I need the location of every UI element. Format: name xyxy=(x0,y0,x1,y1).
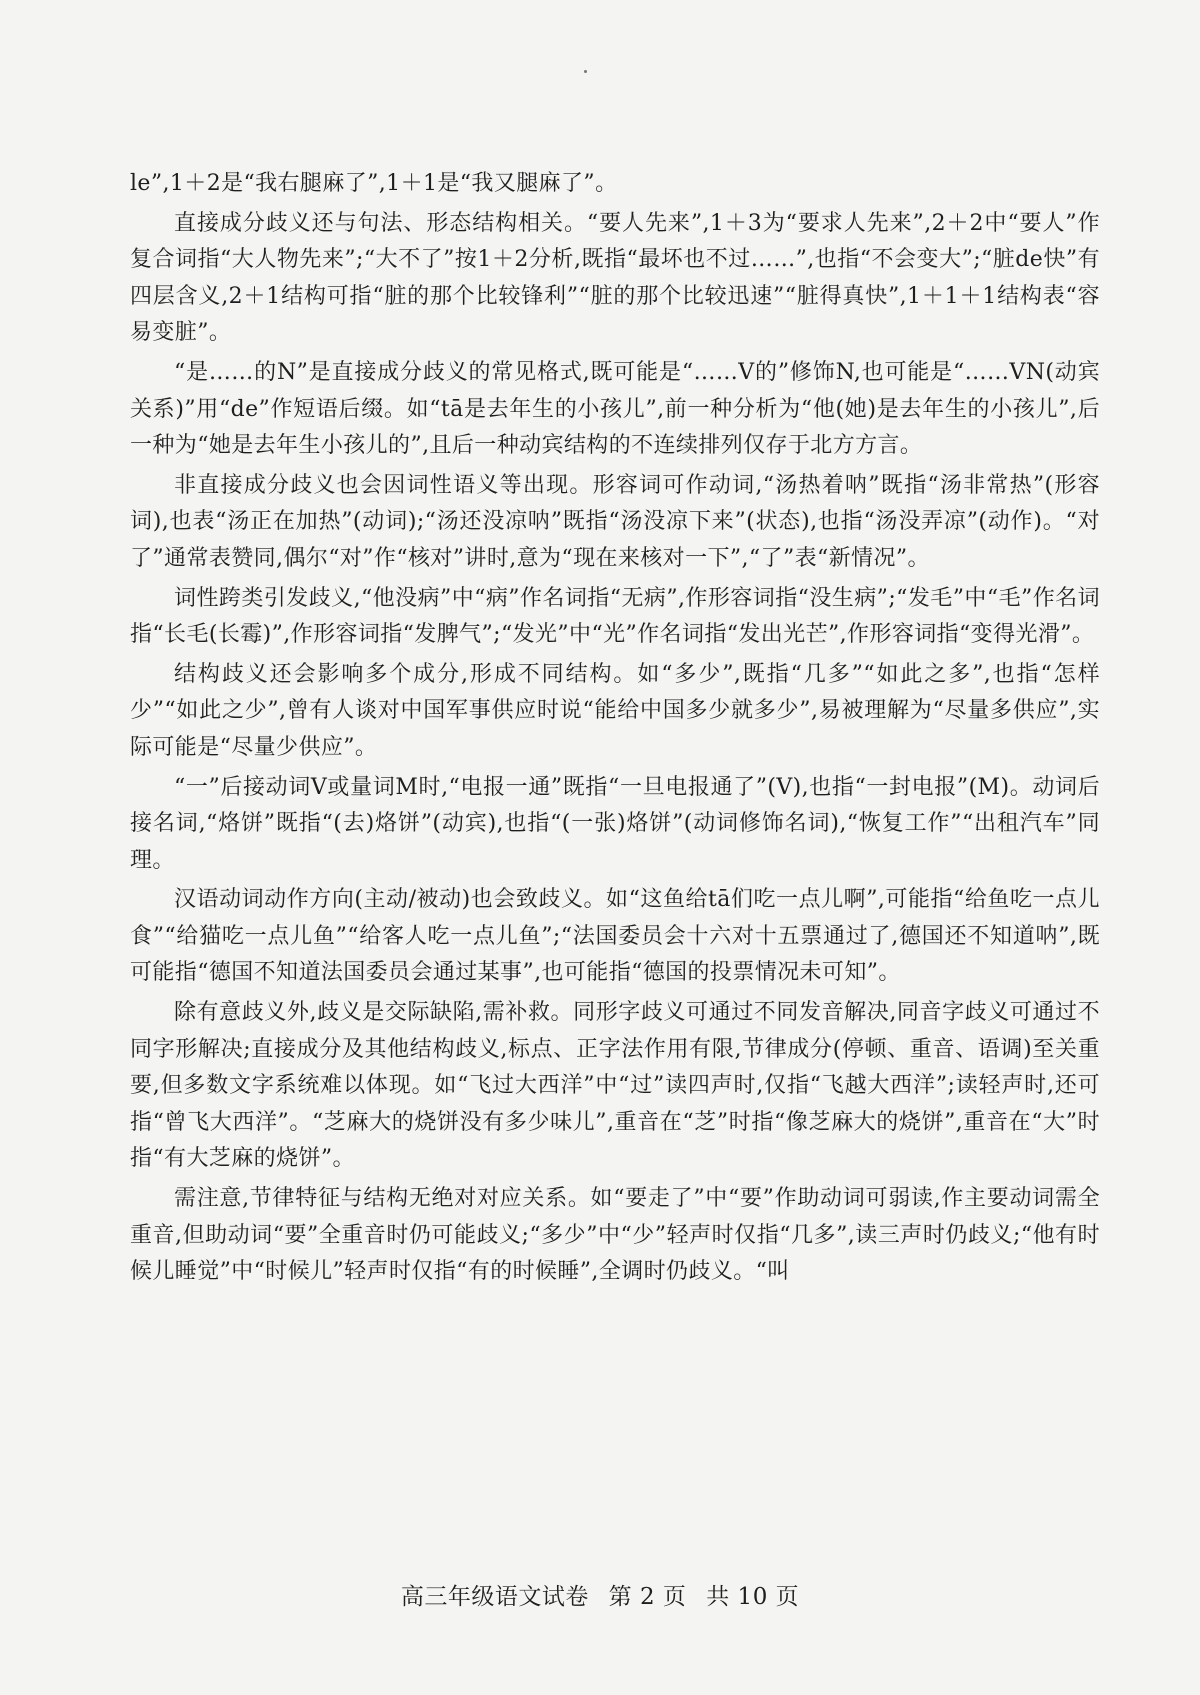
paragraph-6: 结构歧义还会影响多个成分,形成不同结构。如“多少”,既指“几多”“如此之多”,也指“怎样少”“如此之少”,曾有人谈对中国军事供应时说“能给中国多少就多少”,易被理解为“尽量多供应”,实际可能是“尽量少供应”。 xyxy=(130,661,1100,760)
paragraph-1: le”,1＋2是“我右腿麻了”,1＋1是“我又腿麻了”。 xyxy=(130,171,618,196)
paragraph-3: “是……的N”是直接成分歧义的常见格式,既可能是“……V的”修饰N,也可能是“……VN(动宾关系)”用“de”作短语后缀。如“tā是去年生的小孩儿”,前一种分析为“他(她)是去年生的小孩儿”,后一种为“她是去年生小孩儿的”,且后一种动宾结构的不连续排列仅存于北方方言。 xyxy=(130,359,1100,459)
paragraph-4: 非直接成分歧义也会因词性语义等出现。形容词可作动词,“汤热着呐”既指“汤非常热”(形容词),也表“汤正在加热”(动词);“汤还没凉呐”既指“汤没凉下来”(状态),也指“汤没弄凉”(动作)。“对了”通常表赞同,偶尔“对”作“核对”讲时,意为“现在来核对一下”,“了”表“新情况”。 xyxy=(130,472,1100,571)
footer-page-number: 第 2 页 xyxy=(608,1584,687,1610)
paragraph-9: 除有意歧义外,歧义是交际缺陷,需补救。同形字歧义可通过不同发音解决,同音字歧义可通过不同字形解决;直接成分及其他结构歧义,标点、正字法作用有限,节律成分(停顿、重音、语调)至关重要,但多数文字系统难以体现。如“飞过大西洋”中“过”读四声时,仅指“飞越大西洋”;读轻声时,还可指“曾飞大西洋”。“芝麻大的烧饼没有多少味儿”,重音在“芝”时指“像芝麻大的烧饼”,重音在“大”时指“有大芝麻的烧饼”。 xyxy=(130,1000,1100,1172)
footer-total-pages: 共 10 页 xyxy=(706,1584,800,1610)
paragraph-7: “一”后接动词V或量词M时,“电报一通”既指“一旦电报通了”(V),也指“一封电报”(M)。动词后接名词,“烙饼”既指“(去)烙饼”(动宾),也指“(一张)烙饼”(动词修饰名词),“恢复工作”“出租汽车”同理。 xyxy=(130,774,1100,873)
article-body xyxy=(130,166,1100,1294)
scan-speck xyxy=(584,70,587,73)
page-footer xyxy=(0,1578,1200,1611)
paragraph-8: 汉语动词动作方向(主动/被动)也会致歧义。如“这鱼给tā们吃一点儿啊”,可能指“给鱼吃一点儿食”“给猫吃一点儿鱼”“给客人吃一点儿鱼”;“法国委员会十六对十五票通过了,德国还不知道呐”,既可能指“德国不知道法国委员会通过某事”,也可能指“德国的投票情况未可知”。 xyxy=(130,887,1100,986)
footer-exam-title: 高三年级语文试卷 xyxy=(400,1584,589,1610)
paragraph-5: 词性跨类引发歧义,“他没病”中“病”作名词指“无病”,作形容词指“没生病”;“发毛”中“毛”作名词指“长毛(长霉)”,作形容词指“发脾气”;“发光”中“光”作名词指“发出光芒”,作形容词指“变得光滑”。 xyxy=(130,585,1100,648)
paragraph-10: 需注意,节律特征与结构无绝对对应关系。如“要走了”中“要”作助动词可弱读,作主要动词需全重音,但助动词“要”全重音时仍可能歧义;“多少”中“少”轻声时仅指“几多”,读三声时仍歧义;“他有时候儿睡觉”中“时候儿”轻声时仅指“有的时候睡”,全调时仍歧义。“叫 xyxy=(130,1186,1100,1285)
paragraph-2: 直接成分歧义还与句法、形态结构相关。“要人先来”,1＋3为“要求人先来”,2＋2中“要人”作复合词指“大人物先来”;“大不了”按1＋2分析,既指“最坏也不过……”,也指“不会变大”;“脏de快”有四层含义,2＋1结构可指“脏的那个比较锋利”“脏的那个比较迅速”“脏得真快”,1＋1＋1结构表“容易变脏”。 xyxy=(130,210,1101,346)
